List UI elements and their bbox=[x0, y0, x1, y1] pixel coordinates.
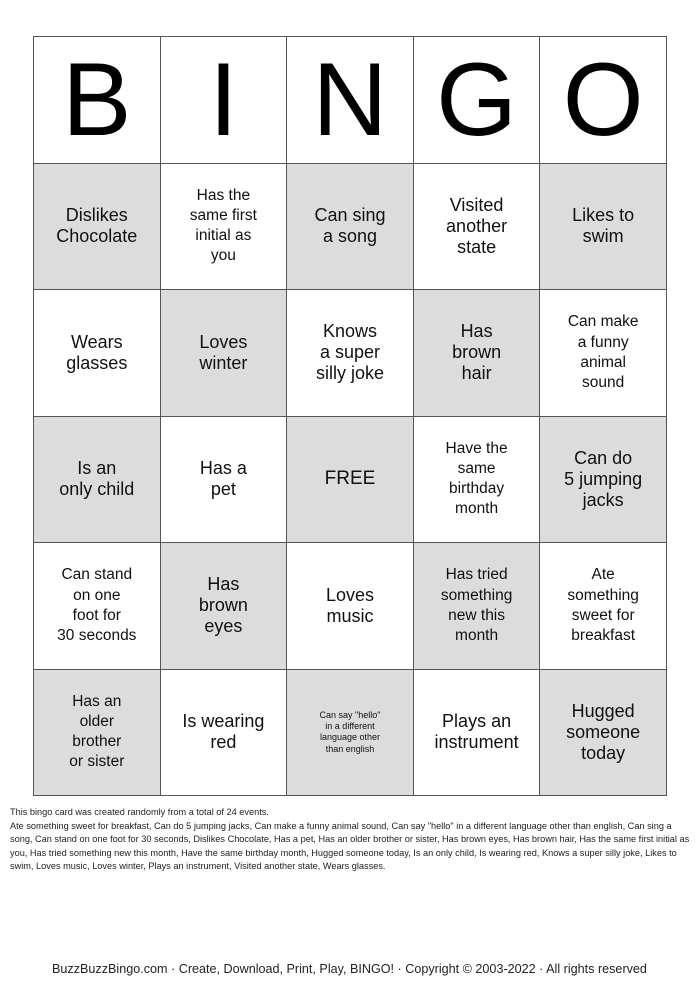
bingo-cell[interactable]: Loves winter bbox=[160, 290, 287, 417]
header-letter-o: O bbox=[540, 37, 667, 164]
bingo-cell[interactable]: Dislikes Chocolate bbox=[34, 163, 161, 290]
bingo-cell[interactable]: Can sing a song bbox=[287, 163, 414, 290]
bingo-cell[interactable]: Has brown hair bbox=[413, 290, 540, 417]
bingo-cell[interactable]: Likes to swim bbox=[540, 163, 667, 290]
header-letter-n: N bbox=[287, 37, 414, 164]
bingo-cell[interactable]: Plays an instrument bbox=[413, 669, 540, 796]
header-letter-b: B bbox=[34, 37, 161, 164]
bingo-cell[interactable]: Can do 5 jumping jacks bbox=[540, 416, 667, 543]
bingo-cell[interactable]: Can say "hello" in a different language other than english bbox=[287, 669, 414, 796]
bingo-cell[interactable]: Is wearing red bbox=[160, 669, 287, 796]
card-info bbox=[10, 806, 690, 874]
info-summary: This bingo card was created randomly from a total of 24 events. bbox=[10, 807, 269, 817]
bingo-cell[interactable]: Ate something sweet for breakfast bbox=[540, 543, 667, 670]
bingo-row bbox=[34, 290, 667, 417]
bingo-cell[interactable]: Loves music bbox=[287, 543, 414, 670]
bingo-cell[interactable]: Visited another state bbox=[413, 163, 540, 290]
bingo-card bbox=[33, 36, 667, 796]
bingo-row bbox=[34, 669, 667, 796]
bingo-cell[interactable]: Hugged someone today bbox=[540, 669, 667, 796]
header-letter-i: I bbox=[160, 37, 287, 164]
footer: BuzzBuzzBingo.com · Create, Download, Print, Play, BINGO! · Copyright © 2003-2022 · All rights reserved bbox=[52, 962, 647, 976]
bingo-row bbox=[34, 416, 667, 543]
bingo-row bbox=[34, 543, 667, 670]
bingo-row bbox=[34, 163, 667, 290]
bingo-cell[interactable]: Is an only child bbox=[34, 416, 161, 543]
bingo-cell[interactable]: Can make a funny animal sound bbox=[540, 290, 667, 417]
bingo-cell[interactable]: Knows a super silly joke bbox=[287, 290, 414, 417]
bingo-cell[interactable]: Have the same birthday month bbox=[413, 416, 540, 543]
header-letter-g: G bbox=[413, 37, 540, 164]
bingo-cell[interactable]: Can stand on one foot for 30 seconds bbox=[34, 543, 161, 670]
bingo-cell[interactable]: Has a pet bbox=[160, 416, 287, 543]
free-space[interactable]: FREE bbox=[287, 416, 414, 543]
header-row bbox=[34, 37, 667, 164]
bingo-cell[interactable]: Has the same first initial as you bbox=[160, 163, 287, 290]
info-event-list: Ate something sweet for breakfast, Can do 5 jumping jacks, Can make a funny animal sound, Can say "hello" in a different language other than english, Can sing a song, Can stand on one foot for 30 seconds, Dislikes Chocolate, Has a pet, Has an older brother or sister, Has brown eyes, Has brown hair, Has the same first initial as you, Has tried something new this month, Have the same birthday month, Hugged someone today, Is an only child, Is wearing red, Knows a super silly joke, Likes to swim, Loves music, Loves winter, Plays an instrument, Visited another state, Wears glasses. bbox=[10, 820, 690, 872]
bingo-cell[interactable]: Has tried something new this month bbox=[413, 543, 540, 670]
bingo-cell[interactable]: Wears glasses bbox=[34, 290, 161, 417]
bingo-cell[interactable]: Has brown eyes bbox=[160, 543, 287, 670]
bingo-cell[interactable]: Has an older brother or sister bbox=[34, 669, 161, 796]
